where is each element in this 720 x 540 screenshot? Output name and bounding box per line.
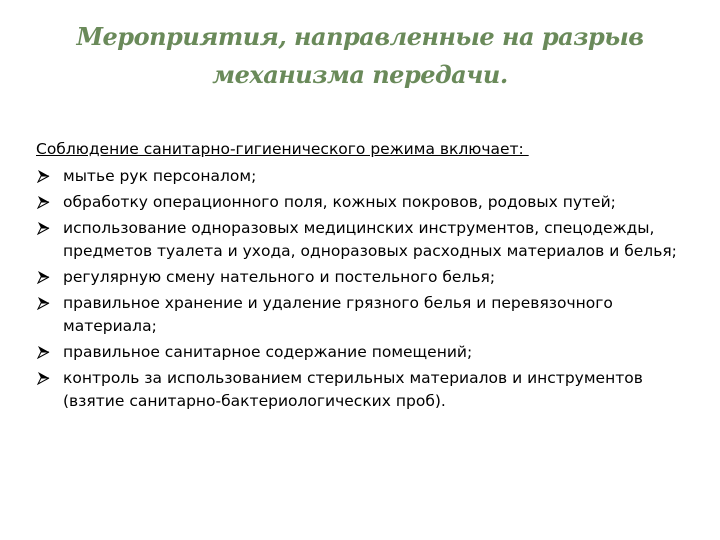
list-item-text: правильное санитарное содержание помещений; <box>63 343 473 361</box>
list-item-text: контроль за использованием стерильных материалов и инструментов (взятие санитарно-бактериологических проб). <box>63 369 643 410</box>
arrowhead-bullet-icon <box>36 371 50 385</box>
list-item <box>36 266 696 289</box>
title-line-1: Мероприятия, направленные на разрыв <box>76 22 644 51</box>
arrowhead-bullet-icon <box>36 169 50 183</box>
bullet-list <box>36 165 696 413</box>
list-item-text: мытье рук персоналом; <box>63 167 257 185</box>
list-item <box>36 341 696 364</box>
list-item-text: правильное хранение и удаление грязного белья и перевязочного материала; <box>63 294 613 335</box>
list-item-text: обработку операционного поля, кожных покровов, родовых путей; <box>63 193 616 211</box>
list-item <box>36 367 696 413</box>
list-item <box>36 292 696 338</box>
slide-body <box>36 138 696 416</box>
list-item <box>36 191 696 214</box>
list-item <box>36 217 696 263</box>
slide-title <box>40 18 680 94</box>
arrowhead-bullet-icon <box>36 345 50 359</box>
arrowhead-bullet-icon <box>36 270 50 284</box>
arrowhead-bullet-icon <box>36 296 50 310</box>
list-item-text: регулярную смену нательного и постельного белья; <box>63 268 496 286</box>
intro-text: Соблюдение санитарно-гигиенического режима включает: <box>36 140 529 158</box>
title-line-2: механизма передачи. <box>212 60 508 89</box>
arrowhead-bullet-icon <box>36 221 50 235</box>
list-item-text: использование одноразовых медицинских инструментов, спецодежды, предметов туалета и ухода, одноразовых расходных материалов и белья; <box>63 219 677 260</box>
arrowhead-bullet-icon <box>36 195 50 209</box>
list-item <box>36 165 696 188</box>
